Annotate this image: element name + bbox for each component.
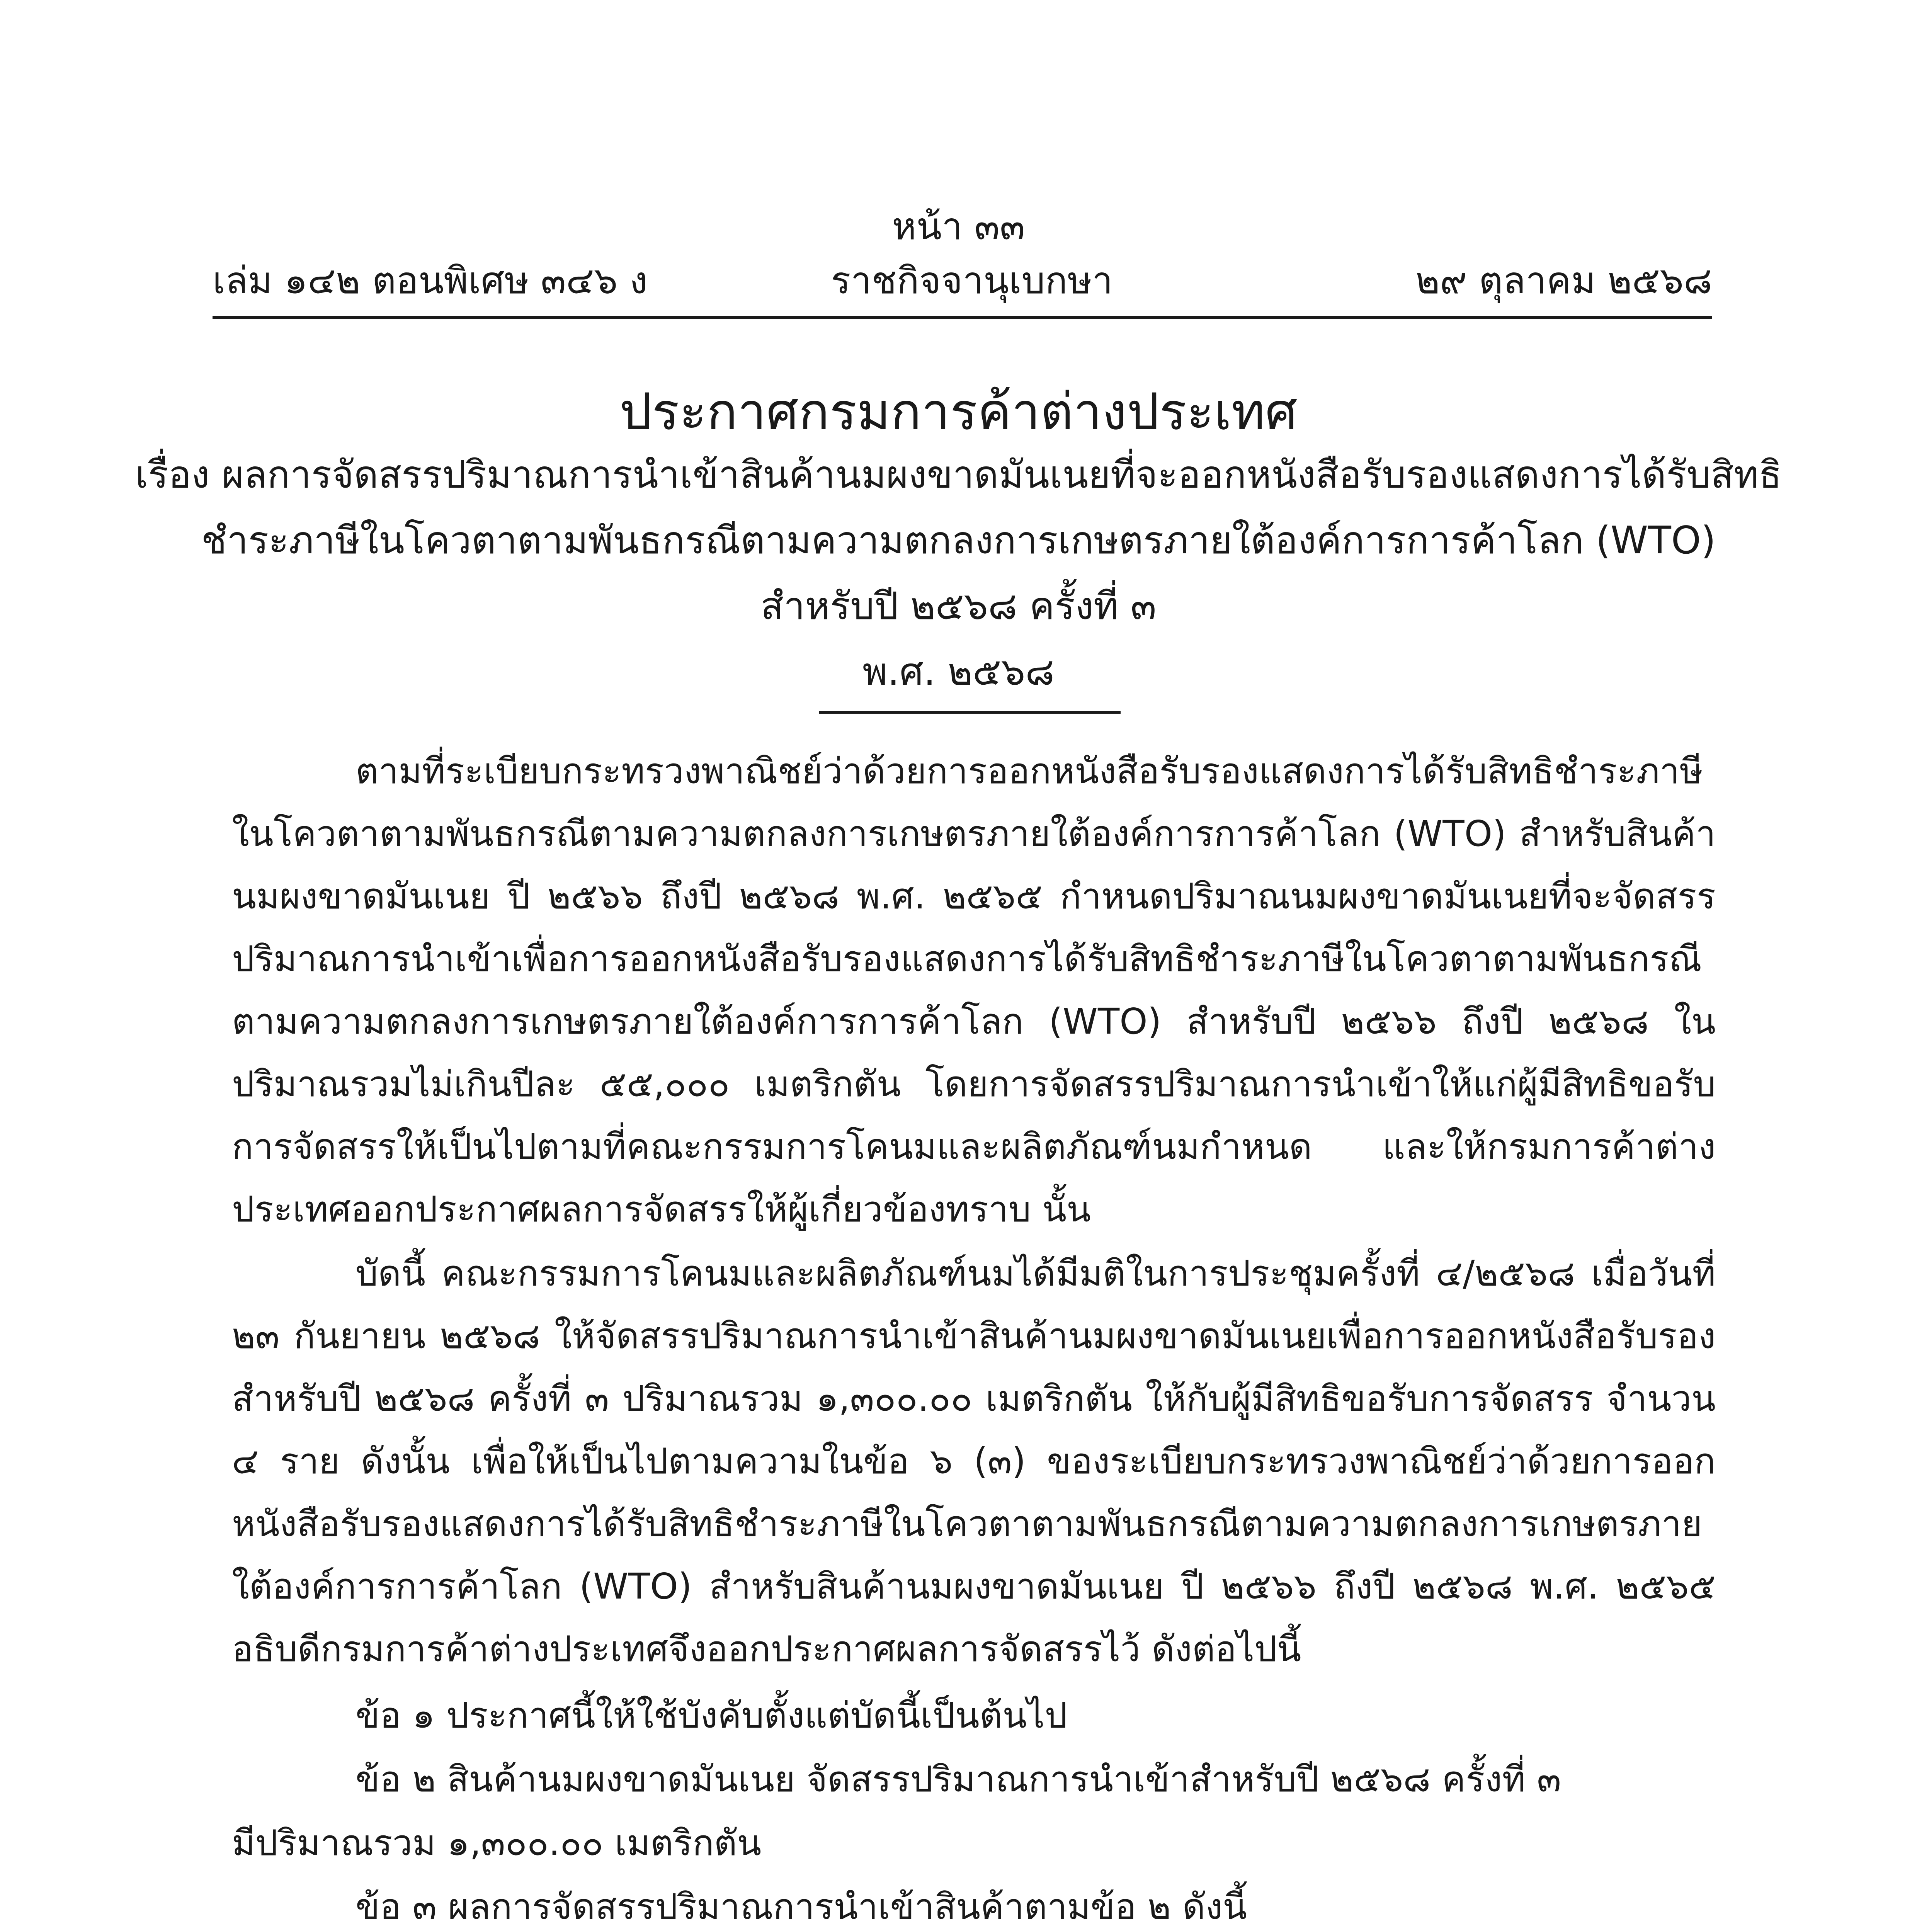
clause-2-continued: มีปริมาณรวม ๑,๓๐๐.๐๐ เมตริกตัน [232,1822,762,1864]
clause-3: ข้อ ๓ ผลการจัดสรรปริมาณการนำเข้าสินค้าตามข้อ ๒ ดังนี้ [356,1886,1247,1927]
clause-1: ข้อ ๑ ประกาศนี้ให้ใช้บังคับตั้งแต่บัดนี้เป็นต้นไป [356,1695,1067,1736]
subject-line-2: ชำระภาษีในโควตาตามพันธกรณีตามความตกลงการเกษตรภายใต้องค์การการค้าโลก (WTO) [201,519,1716,563]
paragraph-preamble: ตามที่ระเบียบกระทรวงพาณิชย์ว่าด้วยการออกหนังสือรับรองแสดงการได้รับสิทธิชำระภาษีในโควตาตามพันธกรณีตามความตกลงการเกษตรภายใต้องค์การการค้าโลก (WTO) สำหรับสินค้านมผงขาดมันเนย ปี ๒๕๖๖ ถึงปี ๒๕๖๘ พ.ศ. ๒๕๖๕ กำหนดปริมาณนมผงขาดมันเนยที่จะจัดสรรปริมาณการนำเข้าเพื่อการออกหนังสือรับรองแสดงการได้รับสิทธิชำระภาษีในโควตาตามพันธกรณีตามความตกลงการเกษตรภายใต้องค์การการค้าโลก (WTO) สำหรับปี ๒๕๖๖ ถึงปี ๒๕๖๘ ในปริมาณรวมไม่เกินปีละ ๕๕,๐๐๐ เมตริกตัน โดยการจัดสรรปริมาณการนำเข้าให้แก่ผู้มีสิทธิขอรับการจัดสรรให้เป็นไปตามที่คณะกรรมการโคนมและผลิตภัณฑ์นมกำหนด และให้กรมการค้าต่างประเทศออกประกาศผลการจัดสรรให้ผู้เกี่ยวข้องทราบ นั้น [232,750,1716,1230]
subject-year: พ.ศ. ๒๕๖๘ [862,650,1055,694]
announcement-title: ประกาศกรมการค้าต่างประเทศ [619,382,1298,442]
publication-date: ๒๙ ตุลาคม ๒๕๖๘ [1415,259,1712,302]
paragraph-resolution: บัดนี้ คณะกรรมการโคนมและผลิตภัณฑ์นมได้มีมติในการประชุมครั้งที่ ๔/๒๕๖๘ เมื่อวันที่ ๒๓ กันยายน ๒๕๖๘ ให้จัดสรรปริมาณการนำเข้าสินค้านมผงขาดมันเนยเพื่อการออกหนังสือรับรองสำหรับปี ๒๕๖๘ ครั้งที่ ๓ ปริมาณรวม ๑,๓๐๐.๐๐ เมตริกตัน ให้กับผู้มีสิทธิขอรับการจัดสรร จำนวน ๔ ราย ดังนั้น เพื่อให้เป็นไปตามความในข้อ ๖ (๓) ของระเบียบกระทรวงพาณิชย์ว่าด้วยการออกหนังสือรับรองแสดงการได้รับสิทธิชำระภาษีในโควตาตามพันธกรณีตามความตกลงการเกษตรภายใต้องค์การการค้าโลก (WTO) สำหรับสินค้านมผงขาดมันเนย ปี ๒๕๖๖ ถึงปี ๒๕๖๘ พ.ศ. ๒๕๖๕ อธิบดีกรมการค้าต่างประเทศจึงออกประกาศผลการจัดสรรไว้ ดังต่อไปนี้ [232,1253,1716,1670]
subject-line-1: เรื่อง ผลการจัดสรรปริมาณการนำเข้าสินค้านมผงขาดมันเนยที่จะออกหนังสือรับรองแสดงการได้รับสิทธิ [135,453,1782,497]
gazette-name: ราชกิจจานุเบกษา [831,259,1113,302]
volume-issue: เล่ม ๑๔๒ ตอนพิเศษ ๓๔๖ ง [213,259,648,302]
page-number: หน้า ๓๓ [892,205,1025,248]
header-divider [213,316,1712,319]
title-divider [819,711,1121,714]
subject-line-3: สำหรับปี ๒๕๖๘ ครั้งที่ ๓ [760,584,1157,628]
clause-2: ข้อ ๒ สินค้านมผงขาดมันเนย จัดสรรปริมาณการนำเข้าสำหรับปี ๒๕๖๘ ครั้งที่ ๓ [356,1759,1561,1800]
